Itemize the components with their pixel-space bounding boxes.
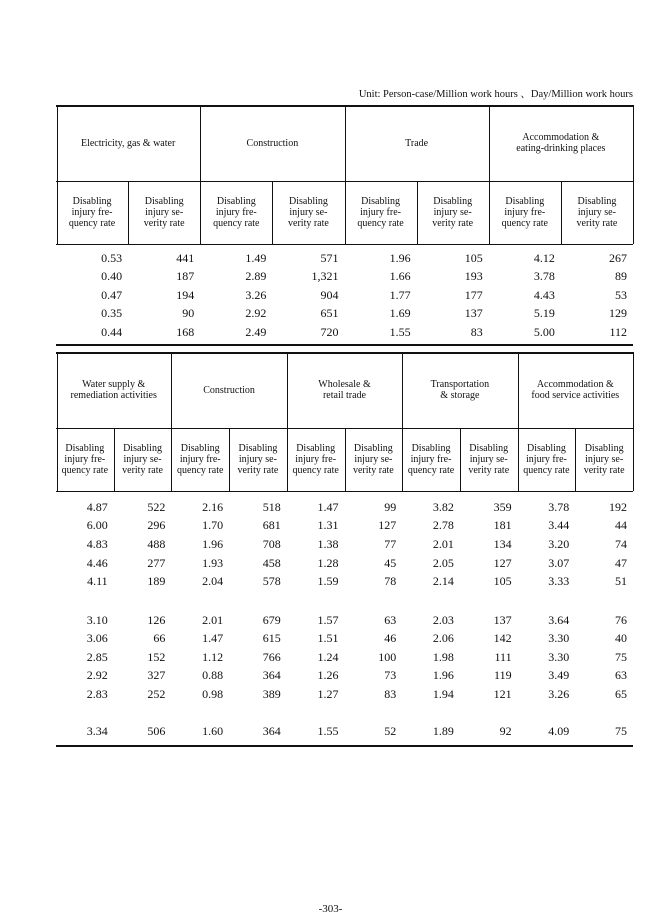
table-cell: 111 [494, 650, 512, 664]
table-cell: 99 [384, 500, 397, 514]
table-cell: 112 [609, 325, 627, 339]
table-cell: 66 [153, 631, 166, 645]
table-cell: 327 [147, 668, 166, 682]
table-cell: 127 [493, 556, 512, 570]
table-cell: 441 [176, 251, 195, 265]
table-rule [56, 244, 633, 245]
table-cell: 1.96 [432, 668, 454, 682]
table-cell: 90 [182, 306, 195, 320]
table-cell: 1.96 [202, 537, 224, 551]
table-cell: 40 [614, 631, 627, 645]
table-cell: 1.69 [389, 306, 411, 320]
table-cell: 168 [176, 325, 195, 339]
table-cell: 1.24 [317, 650, 339, 664]
table-cell: 3.78 [533, 269, 555, 283]
table-cell: 92 [499, 724, 512, 738]
table-cell: 0.98 [202, 687, 224, 701]
table-cell: 1.60 [202, 724, 224, 738]
group-header: Transportation & storage [430, 379, 490, 401]
table-cell: 4.83 [86, 537, 108, 551]
table-cell: 194 [176, 288, 195, 302]
table-cell: 47 [614, 556, 627, 570]
group-header: Accommodation & eating-drinking places [516, 132, 606, 154]
table-cell: 63 [614, 668, 627, 682]
table-cell: 2.01 [432, 537, 454, 551]
table-cell: 1.57 [317, 613, 339, 627]
table-cell: 2.14 [432, 574, 454, 588]
table-cell: 77 [384, 537, 397, 551]
column-header: Disabling injury fre- quency rate [407, 443, 455, 476]
table-cell: 1.27 [317, 687, 339, 701]
column-header: Disabling injury se- verity rate [576, 196, 618, 229]
table-rule [56, 344, 633, 346]
table-cell: 73 [384, 668, 397, 682]
table-cell: 679 [262, 613, 281, 627]
table-cell: 63 [384, 613, 397, 627]
table-cell: 100 [378, 650, 397, 664]
table-cell: 44 [614, 518, 627, 532]
table-cell: 4.87 [86, 500, 108, 514]
column-header: Disabling injury fre- quency rate [357, 196, 404, 229]
column-header: Disabling injury se- verity rate [237, 443, 279, 476]
table-cell: 3.26 [245, 288, 267, 302]
table-cell: 3.44 [548, 518, 570, 532]
table-cell: 2.03 [432, 613, 454, 627]
table-cell: 1.93 [202, 556, 224, 570]
column-header: Disabling injury se- verity rate [432, 196, 474, 229]
table-cell: 1.89 [432, 724, 454, 738]
group-header: Wholesale & retail trade [318, 379, 371, 401]
table-cell: 119 [494, 668, 512, 682]
table-cell: 51 [614, 574, 627, 588]
table-cell: 359 [493, 500, 512, 514]
column-header: Disabling injury se- verity rate [288, 196, 329, 229]
table-cell: 127 [378, 518, 397, 532]
table-cell: 5.00 [533, 325, 555, 339]
column-header: Disabling injury se- verity rate [122, 443, 163, 476]
table-cell: 1.49 [245, 251, 267, 265]
table-cell: 105 [493, 574, 512, 588]
table-cell: 277 [147, 556, 166, 570]
table-cell: 1.38 [317, 537, 339, 551]
table-cell: 2.16 [202, 500, 224, 514]
table-cell: 76 [614, 613, 627, 627]
table-cell: 3.07 [548, 556, 570, 570]
column-header: Disabling injury se- verity rate [352, 443, 394, 476]
table-cell: 3.64 [548, 613, 570, 627]
table-cell: 75 [614, 650, 627, 664]
table-cell: 192 [608, 500, 627, 514]
table-cell: 766 [262, 650, 281, 664]
table-cell: 53 [615, 288, 627, 302]
table-cell: 2.92 [245, 306, 267, 320]
table-cell: 488 [147, 537, 166, 551]
table-cell: 1.12 [202, 650, 224, 664]
unit-note: Unit: Person-case/Million work hours 、Day/Million work hours [358, 89, 633, 100]
table-cell: 506 [147, 724, 166, 738]
table-cell: 4.11 [87, 574, 108, 588]
table-cell: 578 [262, 574, 281, 588]
table-cell: 187 [176, 269, 195, 283]
table-cell: 3.34 [86, 724, 108, 738]
table-cell: 83 [470, 325, 483, 339]
table-cell: 6.00 [86, 518, 108, 532]
table-cell: 3.06 [86, 631, 108, 645]
table-cell: 121 [493, 687, 512, 701]
column-header: Disabling injury fre- quency rate [213, 196, 260, 229]
table-cell: 389 [262, 687, 281, 701]
column-header: Disabling injury se- verity rate [468, 443, 510, 476]
table-cell: 0.53 [101, 251, 123, 265]
table-cell: 0.88 [202, 668, 224, 682]
table-rule [56, 491, 633, 492]
table-cell: 65 [614, 687, 627, 701]
table-cell: 5.19 [533, 306, 555, 320]
table-cell: 1,321 [311, 269, 339, 283]
table-cell: 89 [615, 269, 627, 283]
table-cell: 0.47 [101, 288, 123, 302]
column-header: Disabling injury fre- quency rate [177, 443, 224, 476]
table-cell: 137 [464, 306, 483, 320]
table-cell: 267 [609, 251, 627, 265]
table-cell: 2.78 [432, 518, 454, 532]
table-cell: 1.98 [432, 650, 454, 664]
table-cell: 1.51 [317, 631, 339, 645]
table-cell: 720 [320, 325, 339, 339]
table-rule [56, 745, 633, 747]
table-cell: 75 [614, 724, 627, 738]
table-cell: 52 [384, 724, 397, 738]
table-cell: 193 [464, 269, 483, 283]
table-cell: 4.12 [533, 251, 555, 265]
group-header: Construction [246, 137, 299, 149]
table-cell: 2.01 [202, 613, 224, 627]
table-cell: 3.30 [548, 631, 570, 645]
table-cell: 458 [262, 556, 281, 570]
column-header: Disabling injury fre- quency rate [523, 443, 570, 476]
column-header: Disabling injury fre- quency rate [68, 196, 116, 229]
table-cell: 1.26 [317, 668, 339, 682]
table-cell: 3.30 [548, 650, 570, 664]
page-number: -303- [318, 903, 343, 915]
table-cell: 904 [320, 288, 339, 302]
table-cell: 364 [262, 724, 281, 738]
table-cell: 45 [384, 556, 397, 570]
table-cell: 1.55 [389, 325, 411, 339]
group-header: Accommodation & food service activities [531, 379, 620, 401]
table-cell: 4.46 [86, 556, 108, 570]
table-cell: 0.35 [101, 306, 123, 320]
table-cell: 1.96 [389, 251, 411, 265]
table-cell: 252 [147, 687, 166, 701]
table-cell: 0.44 [101, 325, 123, 339]
table-cell: 364 [262, 668, 281, 682]
table-cell: 4.09 [548, 724, 570, 738]
group-header: Construction [203, 384, 255, 396]
table-cell: 137 [493, 613, 512, 627]
table-cell: 2.83 [86, 687, 108, 701]
table-cell: 142 [493, 631, 512, 645]
table-cell: 134 [493, 537, 512, 551]
table-cell: 189 [147, 574, 166, 588]
table-cell: 651 [320, 306, 339, 320]
table-cell: 74 [614, 537, 627, 551]
table-cell: 1.31 [317, 518, 339, 532]
group-header: Trade [405, 137, 429, 149]
table-cell: 177 [464, 288, 483, 302]
table-cell: 1.47 [317, 500, 339, 514]
table-cell: 3.78 [548, 500, 570, 514]
group-header: Water supply & remediation activities [70, 379, 157, 401]
group-header: Electricity, gas & water [80, 137, 176, 149]
table-cell: 152 [147, 650, 166, 664]
table-cell: 46 [384, 631, 397, 645]
table-cell: 518 [262, 500, 281, 514]
table-cell: 296 [147, 518, 166, 532]
table-cell: 0.40 [101, 269, 123, 283]
column-header: Disabling injury fre- quency rate [61, 443, 109, 476]
table-cell: 1.70 [202, 518, 224, 532]
column-header: Disabling injury fre- quency rate [501, 196, 548, 229]
table-cell: 181 [493, 518, 512, 532]
table-cell: 78 [384, 574, 397, 588]
table-cell: 1.94 [432, 687, 454, 701]
table-cell: 1.55 [317, 724, 339, 738]
table-cell: 3.26 [548, 687, 570, 701]
table-cell: 1.28 [317, 556, 339, 570]
table-cell: 2.04 [202, 574, 224, 588]
table-cell: 4.43 [533, 288, 555, 302]
table-cell: 615 [262, 631, 281, 645]
table-cell: 2.85 [86, 650, 108, 664]
table-cell: 3.10 [86, 613, 108, 627]
table-cell: 3.33 [548, 574, 570, 588]
table-cell: 681 [262, 518, 281, 532]
table-cell: 83 [384, 687, 397, 701]
table-cell: 571 [320, 251, 339, 265]
table-cell: 2.92 [86, 668, 108, 682]
table-cell: 2.49 [245, 325, 267, 339]
column-header: Disabling injury fre- quency rate [292, 443, 339, 476]
table-cell: 1.66 [389, 269, 411, 283]
table-cell: 3.49 [548, 668, 570, 682]
table-cell: 129 [609, 306, 627, 320]
column-header: Disabling injury se- verity rate [143, 196, 185, 229]
table-cell: 1.59 [317, 574, 339, 588]
column-header: Disabling injury se- verity rate [583, 443, 625, 476]
table-cell: 708 [262, 537, 281, 551]
table-cell: 1.47 [202, 631, 224, 645]
table-cell: 105 [464, 251, 483, 265]
table-cell: 3.20 [548, 537, 570, 551]
table-cell: 3.82 [432, 500, 454, 514]
table-cell: 522 [147, 500, 166, 514]
table-cell: 1.77 [389, 288, 411, 302]
table-cell: 2.89 [245, 269, 267, 283]
table-cell: 2.05 [432, 556, 454, 570]
table-cell: 126 [147, 613, 166, 627]
table-cell: 2.06 [432, 631, 454, 645]
